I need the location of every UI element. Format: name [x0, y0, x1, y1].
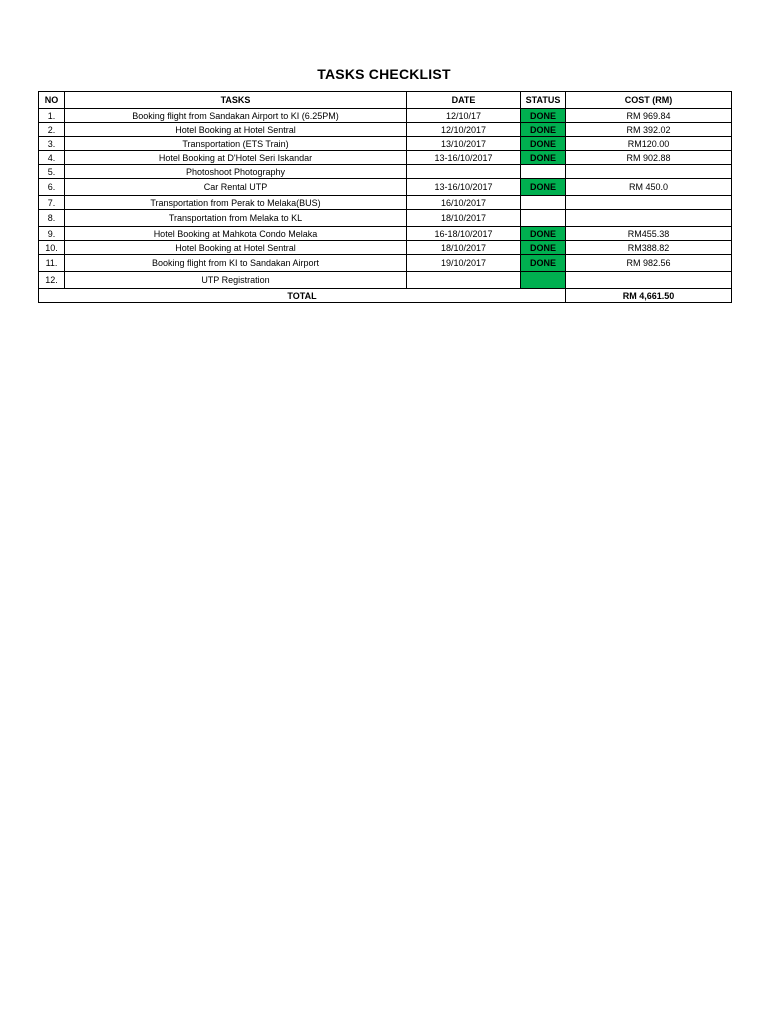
- row-task: Hotel Booking at D'Hotel Seri Iskandar: [65, 151, 407, 165]
- row-no: 6.: [39, 179, 65, 196]
- status-badge: DONE: [521, 255, 566, 272]
- row-no: 8.: [39, 210, 65, 227]
- header-cost: COST (RM): [566, 92, 732, 109]
- row-task: Hotel Booking at Hotel Sentral: [65, 241, 407, 255]
- row-cost: RM 392.02: [566, 123, 732, 137]
- row-task: Photoshoot Photography: [65, 165, 407, 179]
- row-task: Transportation from Melaka to KL: [65, 210, 407, 227]
- table-row: [39, 165, 732, 179]
- row-date: 16/10/2017: [407, 196, 521, 210]
- status-badge: DONE: [521, 137, 566, 151]
- row-cost: RM 902.88: [566, 151, 732, 165]
- row-no: 10.: [39, 241, 65, 255]
- status-badge: DONE: [521, 227, 566, 241]
- row-no: 3.: [39, 137, 65, 151]
- page-title: TASKS CHECKLIST: [317, 66, 451, 82]
- row-date: 13-16/10/2017: [407, 151, 521, 165]
- row-date: 19/10/2017: [407, 255, 521, 272]
- table-header-row: [39, 92, 732, 109]
- table-row: [39, 179, 732, 196]
- row-task: Booking flight from Sandakan Airport to KI (6.25PM): [65, 109, 407, 123]
- row-cost: RM455.38: [566, 227, 732, 241]
- row-task: Booking flight from KI to Sandakan Airport: [65, 255, 407, 272]
- row-cost: RM120.00: [566, 137, 732, 151]
- header-status: STATUS: [521, 92, 566, 109]
- row-no: 9.: [39, 227, 65, 241]
- status-badge: DONE: [521, 241, 566, 255]
- row-status: [521, 165, 566, 179]
- tasks-table: [38, 91, 732, 303]
- row-task: Transportation (ETS Train): [65, 137, 407, 151]
- table-row: [39, 196, 732, 210]
- table-row: [39, 255, 732, 272]
- row-date: 18/10/2017: [407, 210, 521, 227]
- total-label: TOTAL: [39, 289, 566, 303]
- row-no: 11.: [39, 255, 65, 272]
- row-cost: RM 969.84: [566, 109, 732, 123]
- row-status: [521, 196, 566, 210]
- row-status: [521, 210, 566, 227]
- row-no: 5.: [39, 165, 65, 179]
- table-row: [39, 272, 732, 289]
- header-no: NO: [39, 92, 65, 109]
- row-task: Car Rental UTP: [65, 179, 407, 196]
- row-no: 7.: [39, 196, 65, 210]
- row-cost: [566, 272, 732, 289]
- row-task: Hotel Booking at Hotel Sentral: [65, 123, 407, 137]
- table-row: [39, 241, 732, 255]
- row-cost: [566, 165, 732, 179]
- row-task: Transportation from Perak to Melaka(BUS): [65, 196, 407, 210]
- total-value: RM 4,661.50: [566, 289, 732, 303]
- row-date: 13-16/10/2017: [407, 179, 521, 196]
- row-no: 12.: [39, 272, 65, 289]
- row-cost: [566, 210, 732, 227]
- header-tasks: TASKS: [65, 92, 407, 109]
- status-badge: DONE: [521, 151, 566, 165]
- status-badge: DONE: [521, 109, 566, 123]
- table-row: [39, 137, 732, 151]
- row-no: 2.: [39, 123, 65, 137]
- table-row: [39, 210, 732, 227]
- status-cell-empty-green: [521, 272, 566, 289]
- status-badge: DONE: [521, 123, 566, 137]
- table-row: [39, 109, 732, 123]
- row-no: 4.: [39, 151, 65, 165]
- table-row: [39, 123, 732, 137]
- row-no: 1.: [39, 109, 65, 123]
- row-date: 16-18/10/2017: [407, 227, 521, 241]
- row-date: 12/10/17: [407, 109, 521, 123]
- total-row: [39, 289, 732, 303]
- table-row: [39, 151, 732, 165]
- row-cost: RM 450.0: [566, 179, 732, 196]
- header-date: DATE: [407, 92, 521, 109]
- row-cost: RM 982.56: [566, 255, 732, 272]
- row-date: 12/10/2017: [407, 123, 521, 137]
- row-cost: RM388.82: [566, 241, 732, 255]
- row-cost: [566, 196, 732, 210]
- row-task: UTP Registration: [65, 272, 407, 289]
- status-badge: DONE: [521, 179, 566, 196]
- table-row: [39, 227, 732, 241]
- row-date: 13/10/2017: [407, 137, 521, 151]
- row-date: 18/10/2017: [407, 241, 521, 255]
- row-date: [407, 272, 521, 289]
- row-task: Hotel Booking at Mahkota Condo Melaka: [65, 227, 407, 241]
- row-date: [407, 165, 521, 179]
